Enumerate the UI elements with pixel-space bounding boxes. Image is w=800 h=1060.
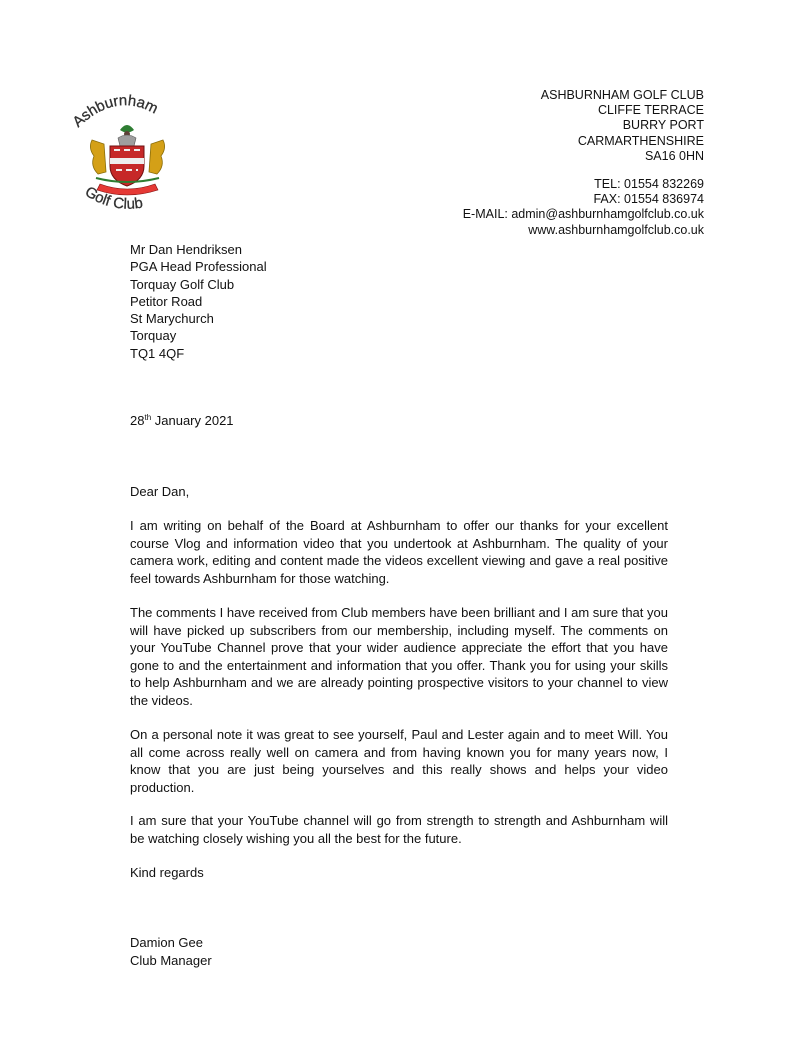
signature-block [130,934,212,969]
body-paragraph-1: I am writing on behalf of the Board at Ashburnham to offer our thanks for your excellent course Vlog and information video that you undertook at Ashburnham. The quality of your camera work, editing and content made the videos excellent viewing and gave a real positive feel towards Ashburnham for those watching. [130,518,668,586]
sender-website: www.ashburnhamgolfclub.co.uk [528,222,704,237]
date-suffix: th [144,413,152,422]
sender-address [463,88,704,238]
club-crest-icon [70,88,185,223]
recipient-name: Mr Dan Hendriksen [130,242,242,257]
logo-top-text: Ashburnham [70,92,161,131]
signature-title: Club Manager [130,952,212,968]
signature-name: Damion Gee [130,935,203,950]
sender-town: BURRY PORT [622,118,704,133]
recipient-address [130,241,267,362]
sender-county: CARMARTHENSHIRE [577,133,704,148]
svg-text:Ashburnham [70,92,161,131]
date-day: 28 [130,413,145,428]
body-paragraph-4: I am sure that your YouTube channel will go from strength to strength and Ashburnham will be watching closely wishing you all the best for the future. [130,813,668,846]
sender-fax: FAX: 01554 836974 [593,192,704,207]
logo-bottom-text: Golf Club [81,183,144,213]
recipient-club: Torquay Golf Club [130,276,235,292]
club-logo [70,88,185,223]
recipient-title: PGA Head Professional [130,259,267,275]
sender-street: CLIFFE TERRACE [597,103,704,118]
date-month-year: January 2021 [151,413,234,428]
greeting: Dear Dan, [130,484,190,499]
sender-name: ASHBURNHAM GOLF CLUB [540,88,704,102]
sender-tel: TEL: 01554 832269 [594,177,704,192]
body-paragraph-3: On a personal note it was great to see yourself, Paul and Lester again and to meet Will. You all come across really well on camera and from having known you for many years now, I know that you are just being yourselves and this really shows and helps your video production. [130,727,668,795]
letter-date [130,413,234,428]
sender-email: E-MAIL: admin@ashburnhamgolfclub.co.uk [462,207,704,222]
recipient-postcode: TQ1 4QF [130,345,185,361]
sender-postcode: SA16 0HN [644,148,704,163]
closing: Kind regards [130,865,204,880]
recipient-road: Petitor Road [130,293,203,309]
body-paragraph-2: The comments I have received from Club members have been brilliant and I am sure that you will have picked up subscribers from our membership, including myself. The comments on your YouTube Channel prove that your wider audience appreciate the effort that you have gone to and the entertainment and information that you offer. Thank you for using your skills to help Ashburnham and we are already pointing prospective visitors to your channel to view the videos. [130,605,668,708]
recipient-town: Torquay [130,328,177,344]
recipient-area: St Marychurch [130,311,214,327]
